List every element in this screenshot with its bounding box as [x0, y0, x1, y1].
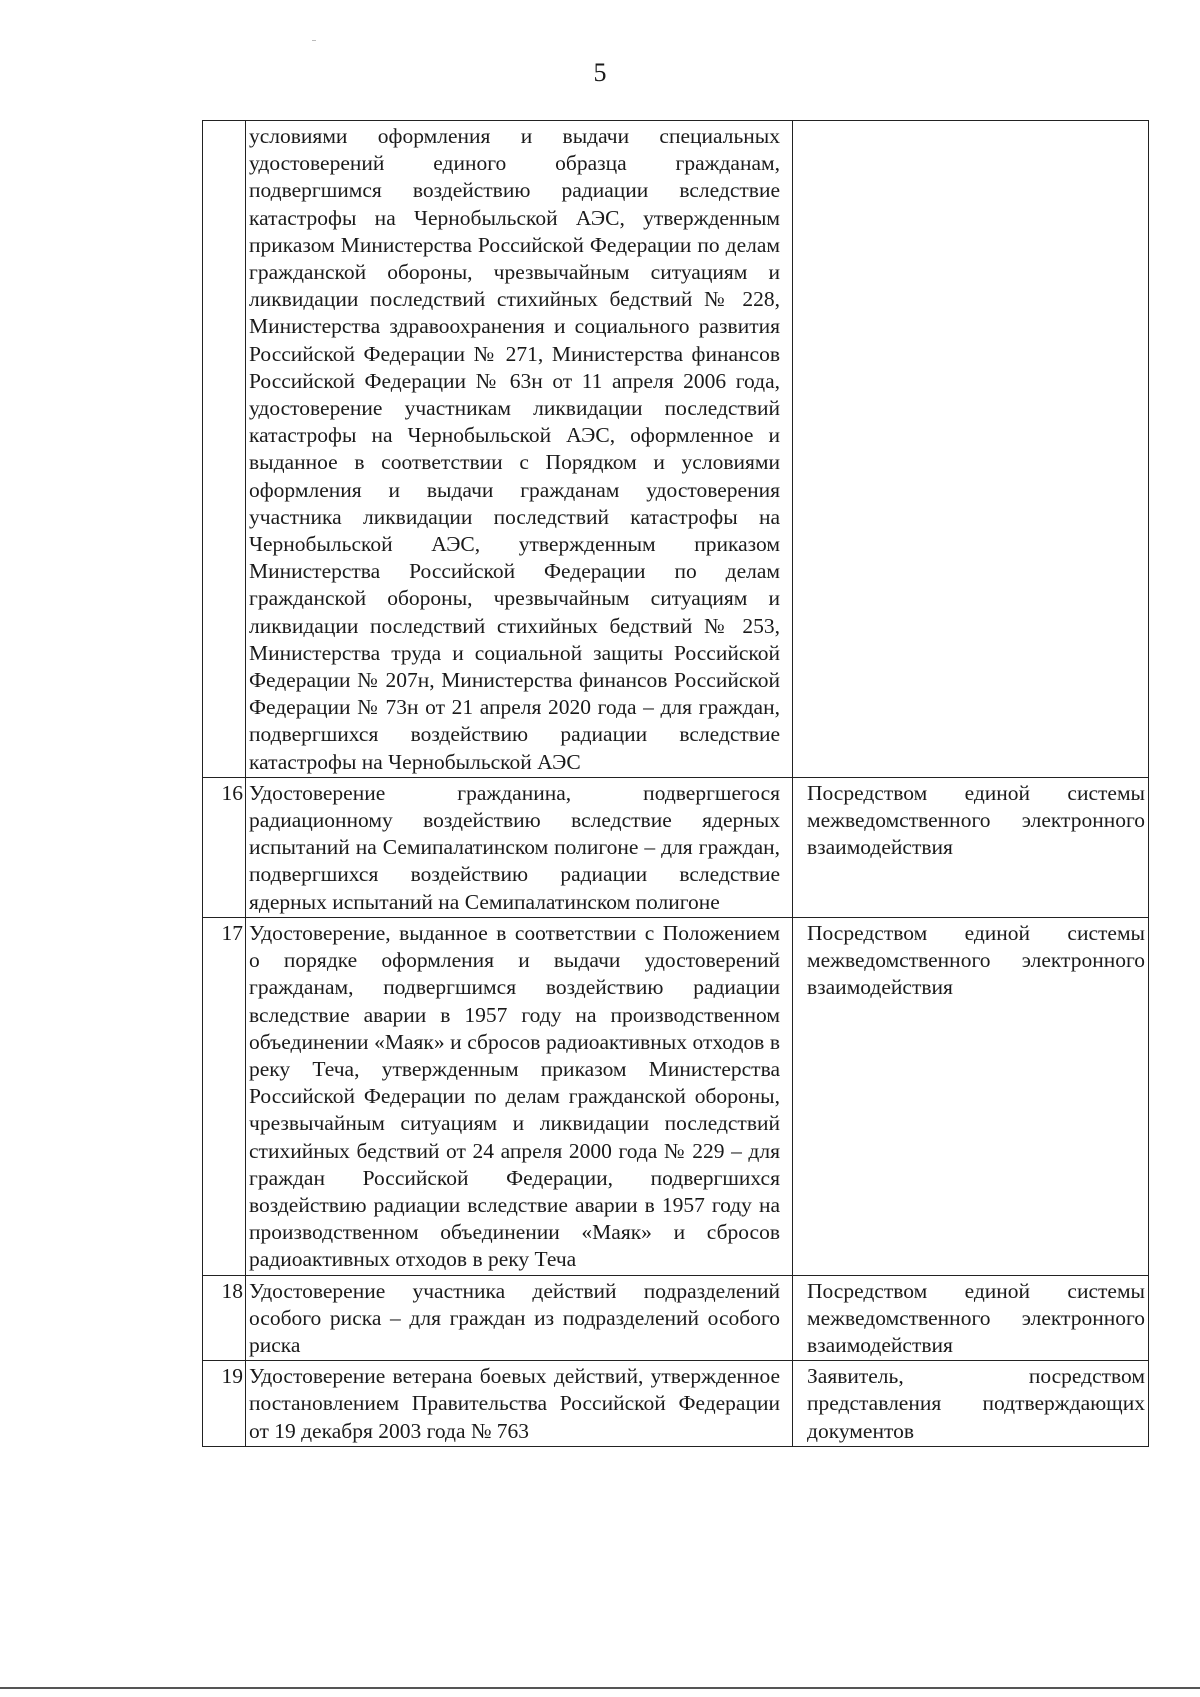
submission-method: Посредством единой системы межведомственного электронного взаимодействия [793, 917, 1149, 1275]
document-description: Удостоверение гражданина, подвергшегося радиационному воздействию вследствие ядерных испытаний на Семипалатинском полигоне – для граждан, подвергшихся воздействию радиации вследствие ядерных испытаний на Семипалатинском полигоне [246, 777, 793, 917]
document-description: Удостоверение ветерана боевых действий, утвержденное постановлением Правительства Российской Федерации от 19 декабря 2003 года № 763 [246, 1361, 793, 1447]
row-number [203, 121, 246, 778]
documents-table [202, 120, 1149, 1447]
row-number: 16 [203, 777, 246, 917]
row-number: 18 [203, 1275, 246, 1361]
submission-method: Посредством единой системы межведомственного электронного взаимодействия [793, 1275, 1149, 1361]
submission-method [793, 121, 1149, 778]
document-description: условиями оформления и выдачи специальных удостоверений единого образца гражданам, подвергшимся воздействию радиации вследствие катастрофы на Чернобыльской АЭС, утвержденным приказом Министерства Российской Федерации по делам гражданской обороны, чрезвычайным ситуациям и ликвидации последствий стихийных бедствий № 228, Министерства здравоохранения и социального развития Российской Федерации № 271, Министерства финансов Российской Федерации № 63н от 11 апреля 2006 года, удостоверение участникам ликвидации последствий катастрофы на Чернобыльской АЭС, оформленное и выданное в соответствии с Порядком и условиями оформления и выдачи гражданам удостоверения участника ликвидации последствий катастрофы на Чернобыльской АЭС, утвержденным приказом Министерства Российской Федерации по делам гражданской обороны, чрезвычайным ситуациям и ликвидации последствий стихийных бедствий № 253, Министерства труда и социальной защиты Российской Федерации № 207н, Министерства финансов Российской Федерации № 73н от 21 апреля 2020 года – для граждан, подвергшихся воздействию радиации вследствие катастрофы на Чернобыльской АЭС [246, 121, 793, 778]
table-row [203, 917, 1149, 1275]
table-row [203, 121, 1149, 778]
table-row [203, 1275, 1149, 1361]
page-number: 5 [593, 58, 607, 87]
table-row [203, 1361, 1149, 1447]
submission-method: Заявитель, посредством представления подтверждающих документов [793, 1361, 1149, 1447]
submission-method: Посредством единой системы межведомственного электронного взаимодействия [793, 777, 1149, 917]
document-description: Удостоверение, выданное в соответствии с Положением о порядке оформления и выдачи удостоверений гражданам, подвергшимся воздействию радиации вследствие аварии в 1957 году на производственном объединении «Маяк» и сбросов радиоактивных отходов в реку Теча, утвержденным приказом Министерства Российской Федерации по делам гражданской обороны, чрезвычайным ситуациям и ликвидации последствий стихийных бедствий от 24 апреля 2000 года № 229 – для граждан Российской Федерации, подвергшихся воздействию радиации вследствие аварии в 1957 году на производственном объединении «Маяк» и сбросов радиоактивных отходов в реку Теча [246, 917, 793, 1275]
scan-speck [312, 40, 316, 41]
row-number: 17 [203, 917, 246, 1275]
row-number: 19 [203, 1361, 246, 1447]
document-description: Удостоверение участника действий подразделений особого риска – для граждан из подразделений особого риска [246, 1275, 793, 1361]
table-row [203, 777, 1149, 917]
scan-edge-line [0, 1687, 1200, 1689]
